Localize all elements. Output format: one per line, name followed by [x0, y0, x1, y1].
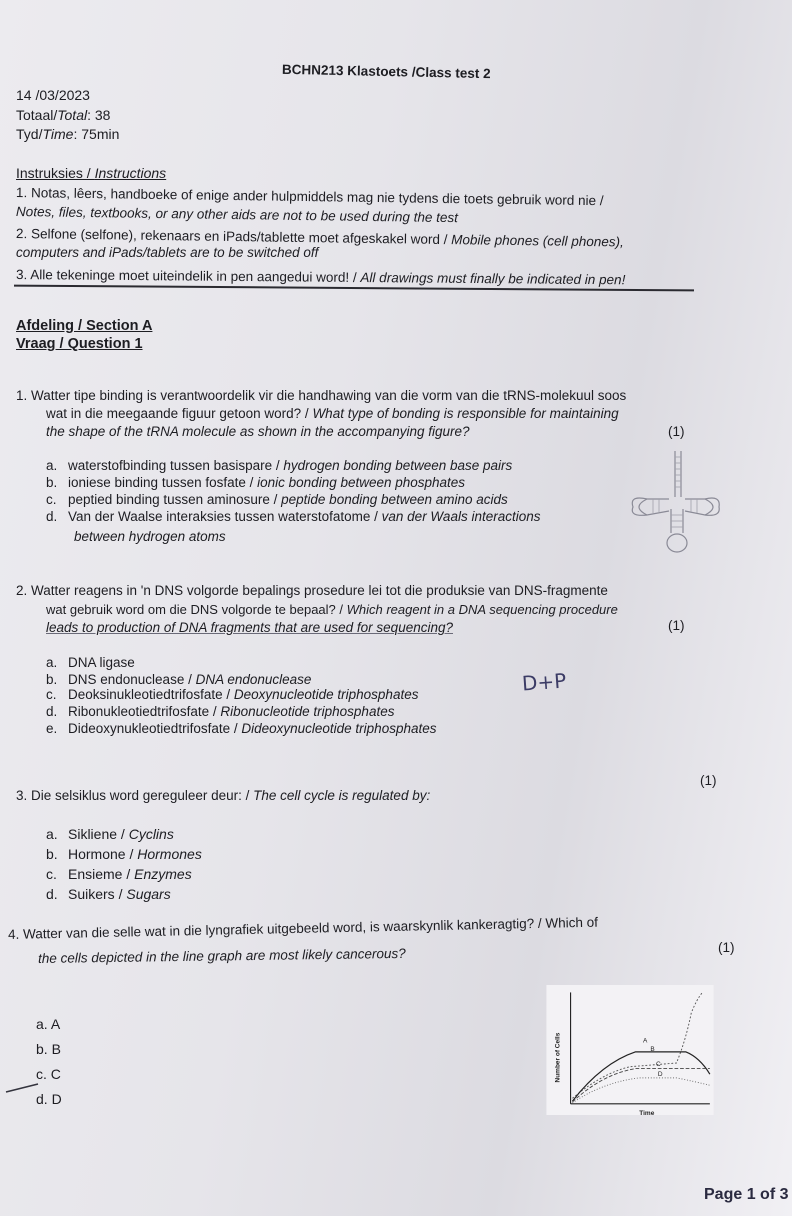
- q1-line1: 1. Watter tipe binding is verantwoordelik vir die handhawing van die vorm van die tRNS-molekuul soos: [16, 388, 627, 403]
- q2-option-e-en: Dideoxynucleotide triphosphates: [241, 721, 437, 736]
- q4-marks: (1): [718, 940, 735, 955]
- q2-marks: (1): [668, 618, 685, 633]
- q2-option-b-en: DNA endonuclease: [195, 672, 312, 687]
- q1-marks: (1): [668, 424, 685, 439]
- time-label-af: Tyd/: [16, 126, 43, 142]
- q1-option-d-af: Van der Waalse interaksies tussen waterstofatome /: [68, 509, 382, 524]
- section-label: Afdeling / Section A: [16, 318, 153, 334]
- q3-line1: [16, 787, 430, 804]
- q1-option-d-en2: between hydrogen atoms: [74, 529, 226, 544]
- q2-line3-en: leads to production of DNA fragments that are used for sequencing?: [46, 620, 453, 635]
- pen-mark: [4, 1076, 44, 1096]
- q2-option-d-af: Ribonukleotiedtrifosfate /: [68, 704, 221, 719]
- q4-option-a-text: A: [50, 1016, 61, 1032]
- q2-option-b-letter: b.: [46, 672, 58, 687]
- graph-x-label: Time: [639, 1110, 655, 1115]
- total-label-af: Totaal/: [16, 107, 58, 123]
- q1-option-b-en: ionic bonding between phosphates: [257, 475, 466, 490]
- q3-option-a-letter: a.: [46, 826, 58, 842]
- curve-d-label: D: [657, 1071, 663, 1078]
- q1-option-c-en: peptide bonding between amino acids: [281, 492, 508, 507]
- q4-option-b-letter: b.: [36, 1041, 48, 1057]
- q4-option-a[interactable]: [36, 1016, 60, 1033]
- q2-option-a[interactable]: [46, 654, 135, 671]
- q3-line1-en: The cell cycle is regulated by:: [253, 788, 431, 803]
- instruction-2-af: 2. Selfone (selfone), rekenaars en iPads/tablette moet afgeskakel word /: [15, 226, 452, 248]
- q4-option-c-text: C: [50, 1066, 61, 1082]
- q3-marks: (1): [700, 773, 717, 788]
- q3-option-c-en: Enzymes: [134, 866, 192, 882]
- q2-option-c-en: Deoxynucleotide triphosphates: [233, 687, 419, 702]
- q3-option-d[interactable]: [46, 886, 171, 903]
- q2-option-c[interactable]: [46, 686, 418, 703]
- q3-option-c-letter: c.: [46, 866, 57, 882]
- q3-option-d-af: Suikers /: [68, 886, 127, 902]
- q1-option-a-af: waterstofbinding tussen basispare /: [68, 458, 284, 473]
- q1-option-b-af: ioniese binding tussen fosfate /: [68, 475, 258, 490]
- q2-option-c-af: Deoksinukleotiedtrifosfate /: [68, 687, 234, 702]
- q2-option-d[interactable]: [46, 703, 394, 720]
- q1-option-d-en: van der Waals interactions: [381, 509, 541, 524]
- q1-option-a[interactable]: [46, 457, 512, 474]
- q2-line2-en: Which reagent in a DNA sequencing procedure: [346, 602, 618, 617]
- q3-option-b[interactable]: [46, 846, 202, 863]
- instruction-1-af: 1. Notas, lêers, handboeke of enige ander hulpmiddels mag nie tydens die toets gebruik word nie /: [15, 185, 604, 209]
- q3-option-b-letter: b.: [46, 846, 58, 862]
- page-total: of 3: [755, 1186, 789, 1203]
- q1-option-d[interactable]: [46, 508, 541, 525]
- q1-line3: the shape of the tRNA molecule as shown in the accompanying figure?: [46, 424, 470, 439]
- q1-option-c-af: peptied binding tussen aminosure /: [68, 492, 282, 507]
- q4-option-b-text: B: [51, 1041, 61, 1057]
- instruction-2-en: computers and iPads/tablets are to be switched off: [16, 245, 319, 260]
- q4-option-b[interactable]: [36, 1041, 61, 1058]
- q3-option-a[interactable]: [46, 826, 174, 843]
- q4-option-c-letter: c.: [36, 1066, 47, 1082]
- q1-line2-en: What type of bonding is responsible for maintaining: [312, 406, 619, 421]
- question-label: Vraag / Question 1: [16, 336, 143, 352]
- page-number: 1: [746, 1186, 756, 1203]
- curve-a-label: A: [643, 1037, 648, 1045]
- q1-option-a-en: hydrogen bonding between base pairs: [283, 458, 513, 473]
- instructions-heading-af: Instruksies /: [16, 165, 95, 181]
- q1-line2: [46, 405, 619, 422]
- instructions-heading-en: Instructions: [94, 165, 167, 181]
- q3-option-c[interactable]: [46, 866, 192, 883]
- page-indicator: [704, 1186, 788, 1204]
- q2-option-b-af: DNS endonuclease /: [68, 672, 196, 687]
- graph-y-label: Number of Cells: [554, 1032, 562, 1083]
- time-label-en: Time: [42, 126, 74, 142]
- total-marks: [16, 107, 110, 124]
- curve-c-label: C: [656, 1060, 661, 1068]
- instruction-3-en: All drawings must finally be indicated in pen!: [360, 270, 626, 288]
- q4-option-a-letter: a.: [36, 1016, 48, 1032]
- q4-option-d-letter: d.: [36, 1091, 48, 1107]
- q2-option-a-af: DNA ligase: [68, 655, 135, 670]
- total-value: : 38: [87, 107, 111, 123]
- q1-option-c[interactable]: [46, 491, 508, 508]
- q2-option-d-en: Ribonucleotide triphosphates: [220, 704, 395, 719]
- q3-option-c-af: Ensieme /: [68, 866, 135, 882]
- graph-background: [546, 985, 713, 1115]
- q2-option-e-af: Dideoxynukleotiedtrifosfate /: [68, 721, 242, 736]
- q2-option-c-letter: c.: [46, 687, 57, 702]
- time-value: : 75min: [73, 126, 120, 142]
- total-label-en: Total: [57, 107, 88, 123]
- q3-line1-af: 3. Die selsiklus word gereguleer deur: /: [16, 788, 254, 803]
- curve-b-label: B: [650, 1045, 655, 1053]
- q2-line2: [46, 601, 618, 618]
- time-limit: [16, 126, 119, 143]
- q1-option-b[interactable]: [46, 474, 465, 491]
- instructions-heading: [16, 165, 166, 182]
- course-title: BCHN213 Klastoets /Class test 2: [281, 61, 491, 82]
- page-word: Page: [704, 1186, 747, 1203]
- q2-option-d-letter: d.: [46, 704, 58, 719]
- q1-line2-af: wat in die meegaande figuur getoon word? /: [46, 406, 313, 421]
- instruction-1-en: Notes, files, textbooks, or any other aids are not to be used during the test: [15, 204, 459, 226]
- instruction-2-af-en: Mobile phones (cell phones),: [451, 232, 624, 250]
- cell-growth-graph: [540, 985, 720, 1115]
- q1-option-b-letter: b.: [46, 475, 58, 490]
- q3-option-b-af: Hormone /: [68, 846, 138, 862]
- q4-line2: the cells depicted in the line graph are most likely cancerous?: [37, 945, 406, 966]
- q3-option-a-en: Cyclins: [128, 826, 174, 842]
- q3-option-a-af: Sikliene /: [68, 826, 129, 842]
- q1-option-c-letter: c.: [46, 492, 57, 507]
- q3-option-b-en: Hormones: [137, 846, 202, 862]
- instruction-3-af: 3. Alle tekeninge moet uiteindelik in pen aangedui word! /: [15, 267, 361, 286]
- q2-option-e-letter: e.: [46, 721, 58, 736]
- q4-option-d-text: D: [51, 1091, 62, 1107]
- q1-option-a-letter: a.: [46, 458, 58, 473]
- q4-line1: 4. Watter van die selle wat in die lyngrafiek uitgebeeld word, is waarskynlik kankeragtig? / Which of: [7, 914, 599, 942]
- q2-line3: [46, 619, 453, 636]
- q1-option-d-letter: d.: [46, 509, 58, 524]
- q2-option-a-letter: a.: [46, 655, 58, 670]
- q2-line1: 2. Watter reagens in 'n DNS volgorde bepalings prosedure lei tot die produksie van DNS-fragmente: [16, 583, 608, 598]
- trna-figure: [625, 447, 725, 559]
- exam-date: 14 /03/2023: [16, 87, 90, 103]
- q3-option-d-en: Sugars: [126, 886, 171, 902]
- q3-option-d-letter: d.: [46, 886, 58, 902]
- q2-line2-af: wat gebruik word om die DNS volgorde te bepaal? /: [46, 602, 347, 617]
- q2-handwritten-note: D+P: [521, 668, 568, 696]
- q2-option-e[interactable]: [46, 720, 436, 737]
